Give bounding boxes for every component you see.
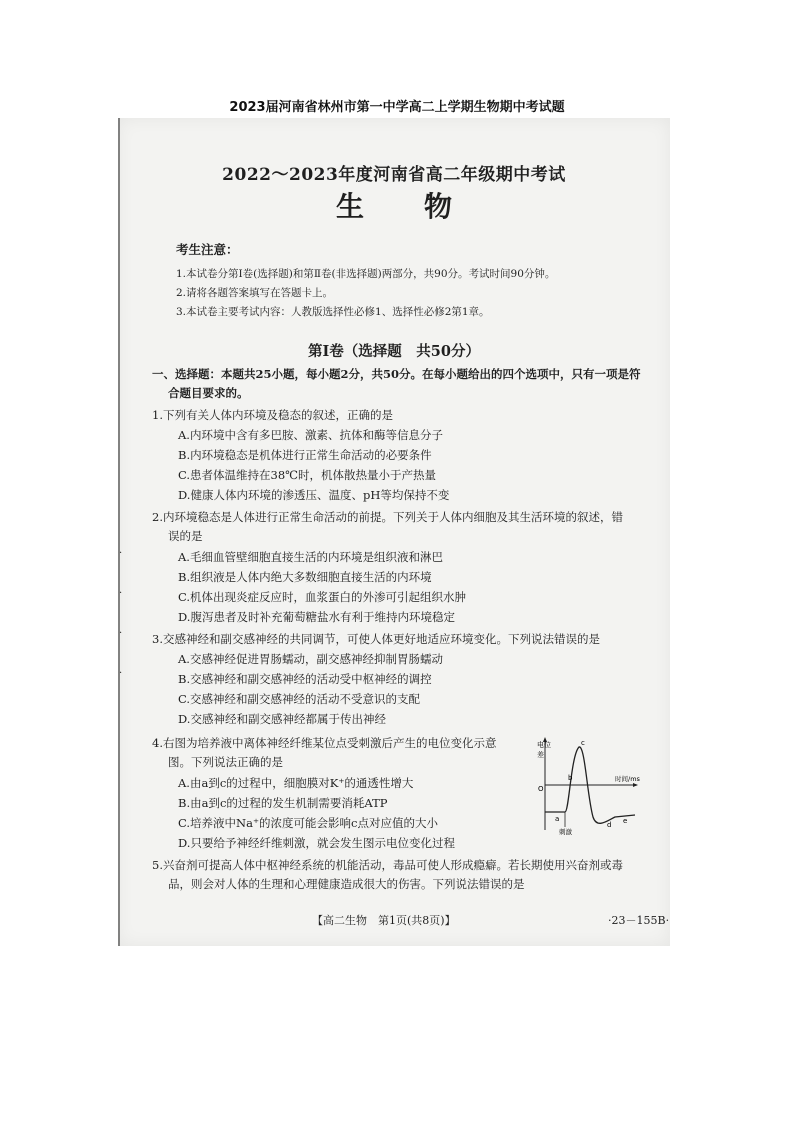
section-intro: 一、选择题：本题共25小题，每小题2分，共50分。在每小题给出的四个选项中，只有一项是符 bbox=[152, 367, 641, 381]
question-stem: 2.内环境稳态是人体进行正常生命活动的前提。下列关于人体内细胞及其生活环境的叙述，错 bbox=[152, 510, 623, 524]
page-title: 2023届河南省林州市第一中学高二上学期生物期中考试题 bbox=[229, 100, 565, 115]
question-option: C.患者体温维持在38℃时，机体散热量小于产热量 bbox=[178, 468, 437, 482]
question-option: A.由a到c的过程中，细胞膜对K⁺的通透性增大 bbox=[178, 776, 414, 790]
question-stem-cont: 图。下列说法正确的是 bbox=[168, 755, 283, 769]
point-label-a: a bbox=[555, 815, 560, 823]
exam-header: 2022～2023年度河南省高二年级期中考试 bbox=[222, 165, 566, 185]
question-option: B.由a到c的过程的发生机制需要消耗ATP bbox=[178, 796, 388, 810]
binding-margin-mark: · bbox=[119, 668, 123, 679]
question-stem: 3.交感神经和副交感神经的共同调节，可使人体更好地适应环境变化。下列说法错误的是 bbox=[152, 632, 600, 646]
binding-margin-mark: · bbox=[119, 628, 123, 639]
question-option: A.毛细血管壁细胞直接生活的内环境是组织液和淋巴 bbox=[178, 550, 443, 564]
footer-code: ·23－155B· bbox=[608, 914, 670, 927]
footer-page-info: 【高二生物 第1页(共8页)】 bbox=[312, 914, 456, 927]
question-option: D.交感神经和副交感神经都属于传出神经 bbox=[178, 712, 386, 726]
notice-item: 3.本试卷主要考试内容：人教版选择性必修1、选择性必修2第1章。 bbox=[176, 306, 490, 318]
question-option: D.腹泻患者及时补充葡萄糖盐水有利于维持内环境稳定 bbox=[178, 610, 455, 624]
point-label-b: b bbox=[568, 774, 573, 782]
section-title: 第Ⅰ卷（选择题 共50分） bbox=[308, 343, 480, 360]
question-option: B.交感神经和副交感神经的活动受中枢神经的调控 bbox=[178, 672, 432, 686]
notice-item: 2.请将各题答案填写在答题卡上。 bbox=[176, 287, 334, 299]
question-option: D.只要给予神经纤维刺激，就会发生图示电位变化过程 bbox=[178, 836, 455, 850]
question-option: A.内环境中含有多巴胺、激素、抗体和酶等信息分子 bbox=[178, 428, 443, 442]
membrane-potential-diagram bbox=[535, 735, 670, 835]
question-stem-cont: 品，则会对人体的生理和心理健康造成很大的伤害。下列说法错误的是 bbox=[168, 877, 525, 891]
x-axis-label: 时间/ms bbox=[615, 775, 640, 783]
question-stem: 1.下列有关人体内环境及稳态的叙述，正确的是 bbox=[152, 408, 393, 422]
binding-margin-mark: · bbox=[119, 548, 123, 559]
graph-origin-label: O bbox=[538, 785, 544, 793]
y-axis-label: 电位 bbox=[537, 741, 551, 749]
x-axis-arrow bbox=[633, 783, 638, 787]
notice-title: 考生注意： bbox=[176, 242, 239, 257]
question-option: C.机体出现炎症反应时，血浆蛋白的外渗可引起组织水肿 bbox=[178, 590, 467, 604]
exam-subject: 生物 bbox=[335, 190, 512, 223]
y-axis-label-2: 差 bbox=[537, 751, 544, 759]
question-option: C.培养液中Na⁺的浓度可能会影响c点对应值的大小 bbox=[178, 816, 438, 830]
question-option: B.组织液是人体内绝大多数细胞直接生活的内环境 bbox=[178, 570, 432, 584]
question-option: A.交感神经促进胃肠蠕动，副交感神经抑制胃肠蠕动 bbox=[178, 652, 443, 666]
question-option: D.健康人体内环境的渗透压、温度、pH等均保持不变 bbox=[178, 488, 450, 502]
question-stem: 5.兴奋剂可提高人体中枢神经系统的机能活动，毒品可使人形成瘾癖。若长期使用兴奋剂或毒 bbox=[152, 858, 623, 872]
question-option: B.内环境稳态是机体进行正常生命活动的必要条件 bbox=[178, 448, 432, 462]
point-label-e: e bbox=[623, 817, 628, 825]
question-stem: 4.右图为培养液中离体神经纤维某位点受刺激后产生的电位变化示意 bbox=[152, 736, 497, 750]
notice-item: 1.本试卷分第Ⅰ卷(选择题)和第Ⅱ卷(非选择题)两部分，共90分。考试时间90分钟。 bbox=[176, 268, 556, 280]
question-option: C.交感神经和副交感神经的活动不受意识的支配 bbox=[178, 692, 421, 706]
point-label-d: d bbox=[607, 821, 612, 829]
scan-page-edge bbox=[118, 118, 123, 946]
section-intro-cont: 合题目要求的。 bbox=[168, 386, 249, 400]
stimulus-label: 刺激 bbox=[559, 828, 572, 835]
point-label-c: c bbox=[581, 739, 585, 747]
binding-margin-mark: · bbox=[119, 588, 123, 599]
question-stem-cont: 误的是 bbox=[168, 529, 203, 543]
